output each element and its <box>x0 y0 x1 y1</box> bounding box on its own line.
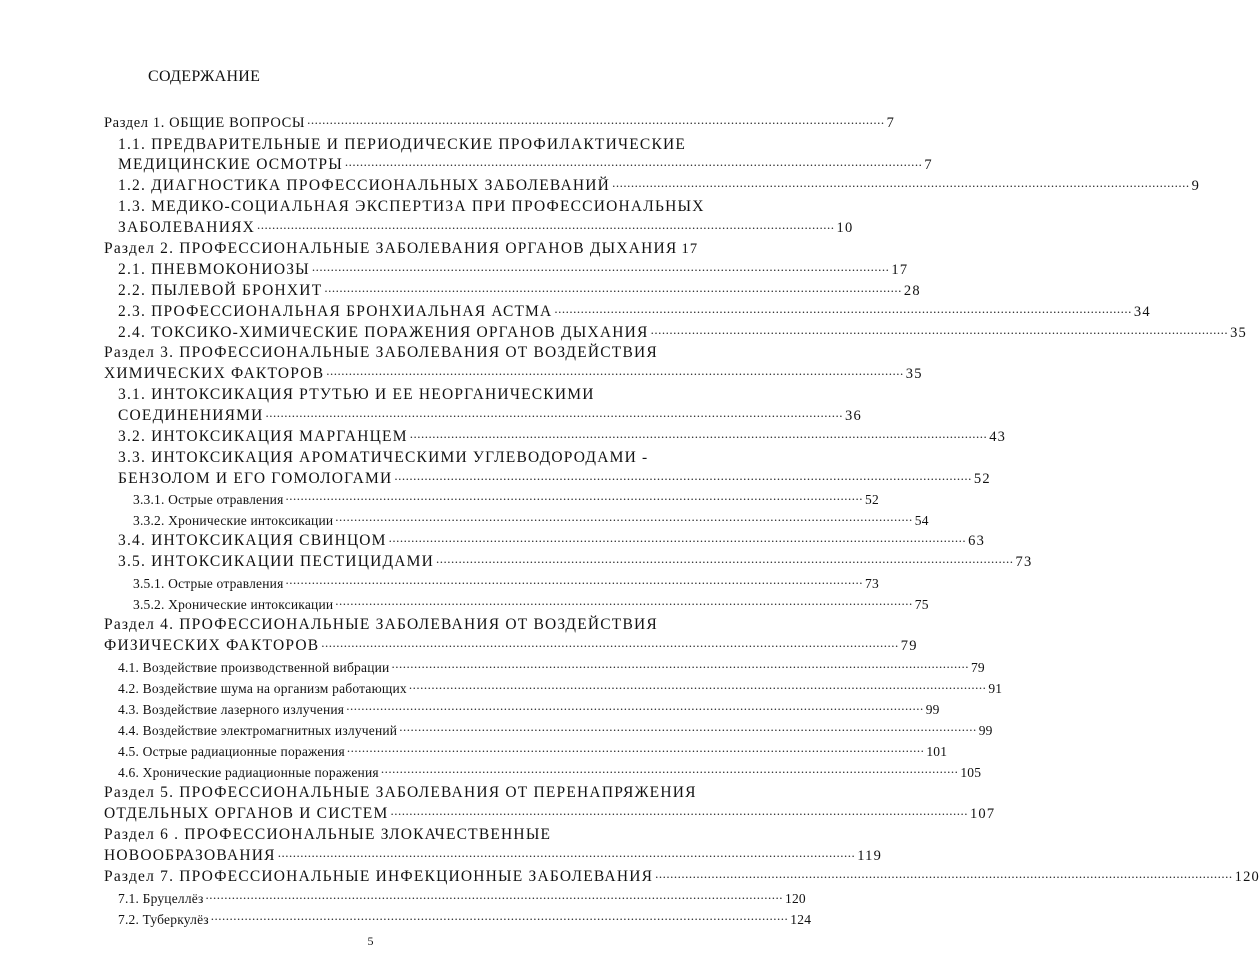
toc-entry[interactable]: Раздел 3. ПРОФЕССИОНАЛЬНЫЕ ЗАБОЛЕВАНИЯ ОТ ВОЗДЕЙСТВИЯ <box>104 344 658 361</box>
page-number: 5 <box>367 934 374 948</box>
toc-page-number: 35 <box>905 366 923 382</box>
toc-page-number: 79 <box>900 638 918 654</box>
toc-entry[interactable]: 4.3. Воздействие лазерного излучения .......................................................................................................................................................... 99 <box>118 698 940 717</box>
toc-entry[interactable]: 4.5. Острые радиационные поражения .......................................................................................................................................................... 101 <box>118 740 948 759</box>
toc-entry[interactable]: 2.1. ПНЕВМОКОНИОЗЫ .......................................................................................................................................................... 17 <box>118 259 909 278</box>
toc-page-number: 28 <box>903 283 921 299</box>
toc-entry-continuation[interactable]: СОЕДИНЕНИЯМИ .......................................................................................................................................................... 36 <box>118 405 862 424</box>
toc-entry[interactable]: Раздел 2. ПРОФЕССИОНАЛЬНЫЕ ЗАБОЛЕВАНИЯ ОРГАНОВ ДЫХАНИЯ 17 <box>104 240 699 257</box>
toc-entry[interactable]: 3.3. ИНТОКСИКАЦИЯ АРОМАТИЧЕСКИМИ УГЛЕВОДОРОДАМИ - <box>118 449 649 466</box>
toc-entry[interactable]: Раздел 4. ПРОФЕССИОНАЛЬНЫЕ ЗАБОЛЕВАНИЯ ОТ ВОЗДЕЙСТВИЯ <box>104 616 658 633</box>
toc-entry-continuation[interactable]: ЗАБОЛЕВАНИЯХ .......................................................................................................................................................... 10 <box>118 217 854 236</box>
toc-entry-continuation[interactable]: НОВООБРАЗОВАНИЯ .......................................................................................................................................................... 119 <box>104 845 883 864</box>
toc-page-number: 73 <box>1015 554 1033 570</box>
toc-entry[interactable]: 4.1. Воздействие производственной вибрации .......................................................................................................................................................... 79 <box>118 656 985 675</box>
toc-page-number: 107 <box>969 806 996 822</box>
toc-page-number: 101 <box>926 744 948 759</box>
toc-page-number: 17 <box>681 241 699 257</box>
toc-entry[interactable]: 1.1. ПРЕДВАРИТЕЛЬНЫЕ И ПЕРИОДИЧЕСКИЕ ПРОФИЛАКТИЧЕСКИЕ <box>118 136 687 153</box>
toc-page-number: 79 <box>970 660 985 675</box>
toc-entry[interactable]: Раздел 6 . ПРОФЕССИОНАЛЬНЫЕ ЗЛОКАЧЕСТВЕННЫЕ <box>104 826 552 843</box>
toc-page-number: 52 <box>973 471 991 487</box>
toc-page-number: 63 <box>968 533 986 549</box>
toc-entry[interactable]: Раздел 5. ПРОФЕССИОНАЛЬНЫЕ ЗАБОЛЕВАНИЯ ОТ ПЕРЕНАПРЯЖЕНИЯ <box>104 784 697 801</box>
toc-page-number: 91 <box>988 681 1003 696</box>
toc-page-number: 105 <box>960 765 982 780</box>
toc-page-number: 7 <box>886 115 895 131</box>
toc-page-number: 10 <box>836 220 854 236</box>
toc-page-number: 120 <box>1234 869 1260 885</box>
toc-entry-continuation[interactable]: ХИМИЧЕСКИХ ФАКТОРОВ .......................................................................................................................................................... 35 <box>104 363 923 382</box>
toc-entry[interactable]: 3.2. ИНТОКСИКАЦИЯ МАРГАНЦЕМ .......................................................................................................................................................... 43 <box>118 426 1007 445</box>
toc-entry[interactable]: 3.1. ИНТОКСИКАЦИЯ РТУТЬЮ И ЕЕ НЕОРГАНИЧЕСКИМИ <box>118 386 595 403</box>
toc-page-number: 99 <box>925 702 940 717</box>
toc-entry[interactable]: 1.3. МЕДИКО-СОЦИАЛЬНАЯ ЭКСПЕРТИЗА ПРИ ПРОФЕССИОНАЛЬНЫХ <box>118 198 705 215</box>
toc-page-number: 36 <box>845 408 862 424</box>
toc-page-number: 34 <box>1133 304 1151 320</box>
toc-entry[interactable]: 3.5.2. Хронические интоксикации .......................................................................................................................................................... 75 <box>133 593 929 612</box>
toc-page-number: 75 <box>914 597 929 612</box>
toc-entry-continuation[interactable]: БЕНЗОЛОМ И ЕГО ГОМОЛОГАМИ .......................................................................................................................................................... 52 <box>118 468 991 487</box>
toc-page-number: 120 <box>785 891 806 906</box>
toc-entry[interactable]: 2.3. ПРОФЕССИОНАЛЬНАЯ БРОНХИАЛЬНАЯ АСТМА .......................................................................................................................................................... 34 <box>118 301 1151 320</box>
toc-entry[interactable]: Раздел 1. ОБЩИЕ ВОПРОСЫ .......................................................................................................................................................... 7 <box>104 112 895 131</box>
toc-page-number: 119 <box>857 848 883 864</box>
toc-entry[interactable]: 3.3.1. Острые отравления .......................................................................................................................................................... 52 <box>133 488 879 507</box>
toc-entry-continuation[interactable]: ФИЗИЧЕСКИХ ФАКТОРОВ .......................................................................................................................................................... 79 <box>104 635 918 654</box>
toc-page-number: 54 <box>914 513 929 528</box>
toc-entry-continuation[interactable]: МЕДИЦИНСКИЕ ОСМОТРЫ .......................................................................................................................................................... 7 <box>118 154 933 173</box>
toc-entry[interactable]: 3.3.2. Хронические интоксикации .......................................................................................................................................................... 54 <box>133 509 929 528</box>
toc-page-number: 73 <box>865 576 879 591</box>
toc-entry[interactable]: 3.4. ИНТОКСИКАЦИЯ СВИНЦОМ .......................................................................................................................................................... 63 <box>118 530 986 549</box>
toc-entry[interactable]: 1.2. ДИАГНОСТИКА ПРОФЕССИОНАЛЬНЫХ ЗАБОЛЕВАНИЙ .......................................................................................................................................................... 9 <box>118 175 1201 194</box>
page-title: СОДЕРЖАНИЕ <box>148 68 261 85</box>
toc-entry[interactable]: 7.2. Туберкулёз .......................................................................................................................................................... 124 <box>118 908 812 927</box>
toc-entry[interactable]: Раздел 7. ПРОФЕССИОНАЛЬНЫЕ ИНФЕКЦИОННЫЕ ЗАБОЛЕВАНИЯ .......................................................................................................................................................... 120 <box>104 866 1260 885</box>
toc-entry[interactable]: 4.4. Воздействие электромагнитных излучений .......................................................................................................................................................... 99 <box>118 719 993 738</box>
toc-page-number: 9 <box>1191 178 1201 194</box>
toc-entry[interactable]: 2.2. ПЫЛЕВОЙ БРОНХИТ .......................................................................................................................................................... 28 <box>118 280 921 299</box>
toc-page-number: 35 <box>1230 325 1247 341</box>
toc-entry-continuation[interactable]: ОТДЕЛЬНЫХ ОРГАНОВ И СИСТЕМ .......................................................................................................................................................... 107 <box>104 803 996 822</box>
toc-page-number: 17 <box>891 262 909 278</box>
toc-page-number: 43 <box>989 429 1007 445</box>
toc-entry[interactable]: 2.4. ТОКСИКО-ХИМИЧЕСКИЕ ПОРАЖЕНИЯ ОРГАНОВ ДЫХАНИЯ .......................................................................................................................................................... 35 <box>118 322 1247 341</box>
toc-entry[interactable]: 4.2. Воздействие шума на организм работающих .......................................................................................................................................................... 91 <box>118 677 1003 696</box>
toc-entry[interactable]: 4.6. Хронические радиационные поражения .......................................................................................................................................................... 105 <box>118 761 982 780</box>
toc-entry[interactable]: 3.5. ИНТОКСИКАЦИИ ПЕСТИЦИДАМИ .......................................................................................................................................................... 73 <box>118 551 1033 570</box>
toc-page-number: 52 <box>865 492 879 507</box>
toc-page-number: 124 <box>790 912 812 927</box>
toc-entry[interactable]: 3.5.1. Острые отравления .......................................................................................................................................................... 73 <box>133 572 879 591</box>
toc-entry[interactable]: 7.1. Бруцеллёз .......................................................................................................................................................... 120 <box>118 887 806 906</box>
toc-page-number: 7 <box>924 157 933 173</box>
toc-page-number: 99 <box>978 723 993 738</box>
